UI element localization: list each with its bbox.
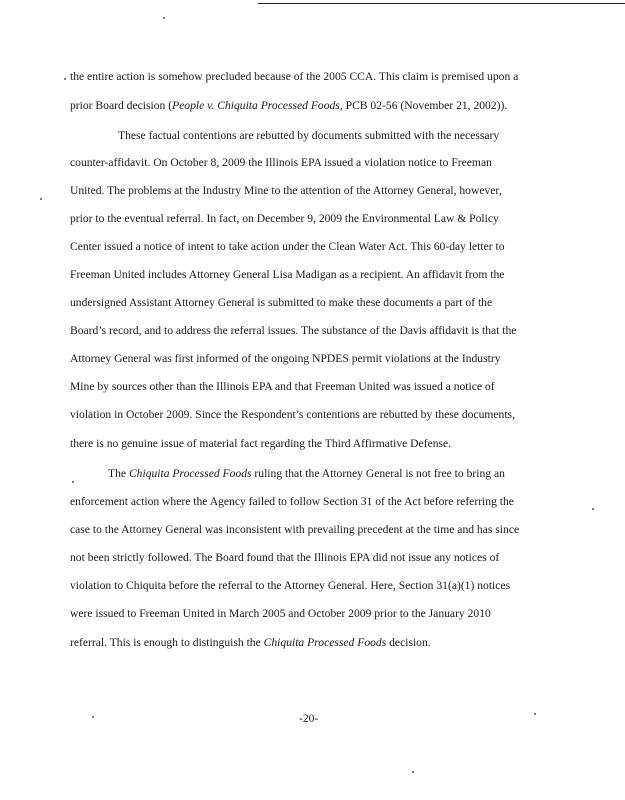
- text-line: the entire action is somehow precluded because of the 2005 CCA. This claim is premised upon a: [70, 70, 519, 83]
- text-line: undersigned Assistant Attorney General is submitted to make these documents a part of the: [70, 296, 493, 309]
- text-line: there is no genuine issue of material fact regarding the Third Affirmative Defense.: [70, 437, 452, 450]
- text-line: prior to the eventual referral. In fact, on December 9, 2009 the Environmental Law & Policy: [70, 212, 499, 225]
- text-line: violation to Chiquita before the referral to the Attorney General. Here, Section 31(a)(1) notices: [70, 579, 511, 592]
- case-citation: People v. Chiquita Processed Foods: [172, 99, 340, 112]
- text-line: enforcement action where the Agency failed to follow Section 31 of the Act before referring the: [70, 495, 514, 508]
- scan-speck: [412, 771, 414, 773]
- text-line: Center issued a notice of intent to take action under the Clean Water Act. This 60-day letter to: [70, 240, 505, 253]
- text-line: prior Board decision (People v. Chiquita Processed Foods, PCB 02-56 (November 21, 2002)).: [70, 99, 508, 112]
- scan-speck: [534, 713, 536, 715]
- text-line: not been strictly followed. The Board found that the Illinois EPA did not issue any notices of: [70, 551, 500, 564]
- text-line: Attorney General was first informed of the ongoing NPDES permit violations at the Industry: [70, 352, 501, 365]
- text-line: were issued to Freeman United in March 2005 and October 2009 prior to the January 2010: [70, 607, 491, 620]
- text-line: Board’s record, and to address the referral issues. The substance of the Davis affidavit is that the: [70, 324, 517, 337]
- scan-speck: [64, 78, 66, 80]
- text-line: violation in October 2009. Since the Respondent’s contentions are rebutted by these documents,: [70, 408, 515, 421]
- case-citation: Chiquita Processed Foods: [263, 636, 387, 649]
- top-rule: [258, 3, 625, 4]
- text-line: Freeman United includes Attorney General Lisa Madigan as a recipient. An affidavit from the: [70, 268, 505, 281]
- scan-speck: [40, 198, 42, 200]
- scan-speck: [592, 508, 594, 510]
- text-line: referral. This is enough to distinguish the Chiquita Processed Foods decision.: [70, 636, 431, 649]
- text-line: counter-affidavit. On October 8, 2009 the Illinois EPA issued a violation notice to Freeman: [70, 156, 492, 169]
- page-number: -20-: [299, 712, 319, 725]
- case-citation: Chiquita Processed Foods: [128, 467, 252, 480]
- scan-speck: [92, 716, 94, 718]
- paragraph-start: These factual contentions are rebutted by documents submitted with the necessary: [118, 129, 500, 142]
- scan-speck: [72, 481, 74, 483]
- paragraph-start: The Chiquita Processed Foods ruling that the Attorney General is not free to bring an: [108, 467, 505, 480]
- scan-speck: [163, 17, 165, 19]
- text-line: Mine by sources other than the Illinois EPA and that Freeman United was issued a notice of: [70, 380, 495, 393]
- text-line: case to the Attorney General was inconsistent with prevailing precedent at the time and has since: [70, 523, 520, 536]
- text-line: United. The problems at the Industry Mine to the attention of the Attorney General, however,: [70, 184, 502, 197]
